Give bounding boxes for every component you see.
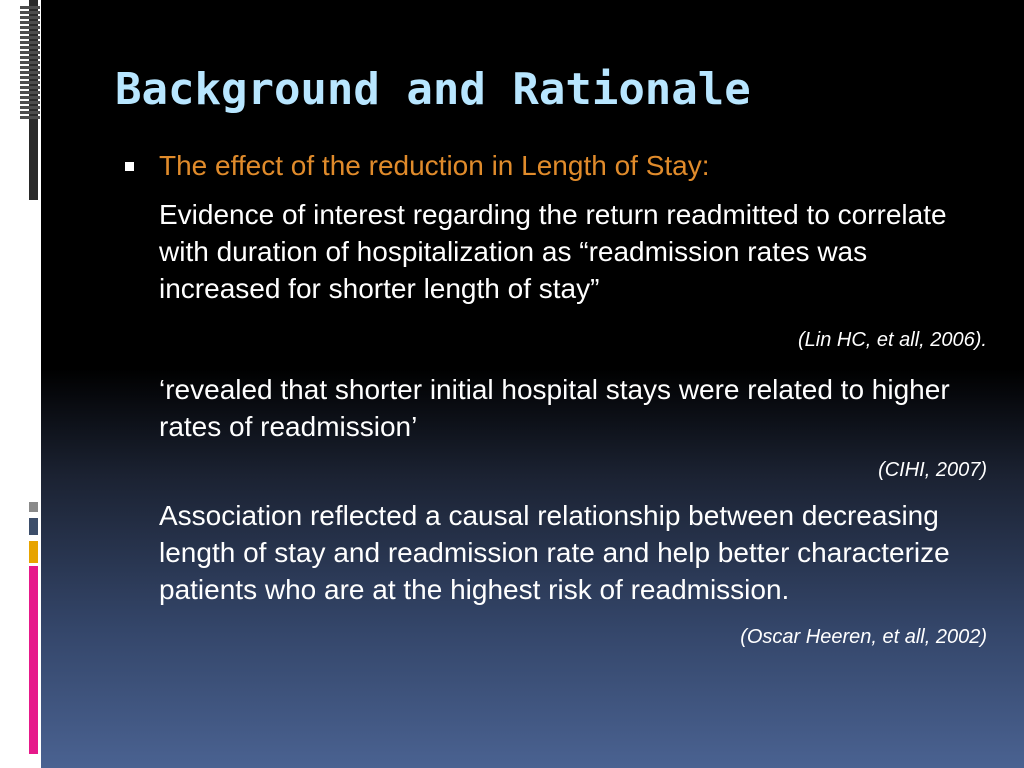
bullet-item [125,148,987,184]
strip-bar-gray [29,502,38,512]
citation-2: (CIHI, 2007) [878,459,987,481]
evidence-text-3: Association reflected a causal relationship between decreasing length of stay and readmission rate and help better characterize patients who are at the highest risk of readmission. [159,500,950,605]
slide-content [125,148,987,650]
evidence-text-1: Evidence of interest regarding the return readmitted to correlate with duration of hospitalization as “readmission rates was increased for shorter length of stay” [159,199,947,304]
document-lines-icon [20,4,40,119]
strip-bar-slate [29,518,38,535]
bullet-heading: The effect of the reduction in Length of Stay: [159,150,710,181]
square-bullet-icon [125,162,134,171]
citation-1: (Lin HC, et all, 2006). [798,329,987,351]
evidence-text-2: ‘revealed that shorter initial hospital stays were related to higher rates of readmission’ [159,374,950,442]
strip-bar-pink [29,566,38,754]
slide-title: Background and Rationale [115,64,751,115]
strip-bar-gold [29,541,38,563]
citation-3: (Oscar Heeren, et all, 2002) [740,626,987,648]
